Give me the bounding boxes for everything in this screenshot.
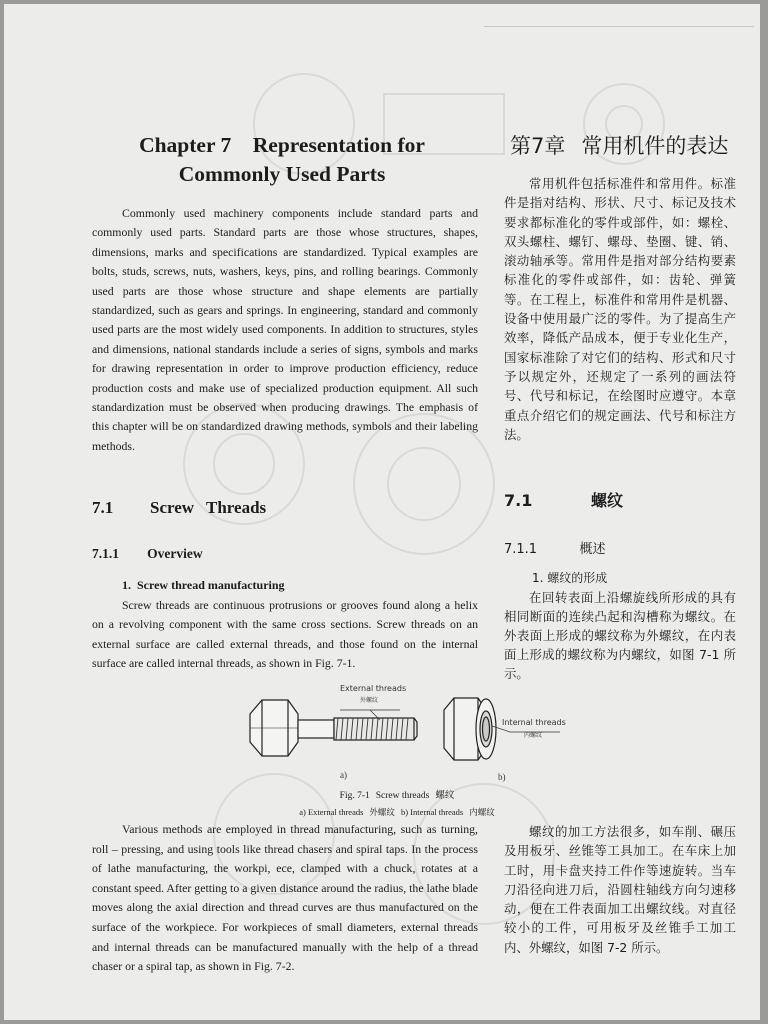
- subfigure-b-label: b): [498, 772, 506, 782]
- header-rule: [484, 26, 754, 27]
- section-heading-zh: 7.1 螺纹: [504, 491, 624, 510]
- chapter-title-en-line1: Chapter 7 Representation for: [139, 133, 425, 157]
- screw-threads-illustration: [240, 680, 560, 790]
- caption-line1: [240, 788, 560, 804]
- item-heading-en: 1. Screw thread manufacturing: [122, 578, 285, 592]
- manufacturing-paragraph-zh: 螺纹的加工方法很多，如车削、碾压及用板牙、丝锥等工具加工。在车床上加工时，用卡盘夹持工件作等速旋转。当车刀沿径向进刀后，沿圆柱轴线方向匀速移动，便在工件表面加工出螺纹线。对直径较小的工件，可用板牙及丝锥手工加工内、外螺纹，如图 7-2 所示。: [504, 824, 736, 955]
- chapter-name-zh: 常用机件的表达: [581, 134, 729, 158]
- internal-threads-label-zh: 内螺纹: [524, 732, 543, 739]
- caption-fig-number: Fig. 7-1: [339, 791, 370, 801]
- chapter-title-zh: [510, 130, 728, 160]
- threads-paragraph-en: Screw threads are continuous protrusions or grooves found along a helix on a revolving component with the same cross sections. Screw threads on an external surface are called external threads, and those found on the internal surface are called internal threads, as shown in Fig. 7-1.: [92, 598, 478, 671]
- internal-threads-label: Internal threads: [502, 718, 566, 727]
- intro-paragraph-en: Commonly used machinery components include standard parts and commonly used parts. Standard parts are those whose structures, shapes, dimensions, marks and specifications are standardized. Typical examples are bolts, studs, screws, nuts, washers, keys, pins, and rolling bearings. Commonly used parts are those whose structure and shape elements are partially standardized, such as gears and springs. In engineering, standard and commonly used parts are the most widely used components. In addition to structures, styles and dimensions, national standards include a series of signs, symbols and marks for drawing representation in order to improve production efficiency, reduce production costs and make use of specialized production equipment. All such standardization must be observed when producing drawings. The emphasis of this chapter will be on standardized drawing methods, symbols and their labeling methods.: [92, 206, 478, 453]
- external-threads-label-zh: 外螺纹: [360, 697, 379, 704]
- subfigure-a-label: a): [340, 770, 347, 780]
- caption-b-zh: 内螺纹: [469, 807, 495, 817]
- chapter-title-en-line2: Commonly Used Parts: [178, 162, 386, 186]
- manufacturing-paragraph-en: Various methods are employed in thread manufacturing, such as turning, roll – pressing, and using tools like thread chasers and spiral taps. In the process of lathe manufacturing, the workpi, ece, clamped with a chuck, rotates at a constant speed. After getting to a given distance around the radius, the lathe blade moves along the axial direction and thread curves are thus manufactured on the surface of the workpiece. For workpieces of small diameters, external threads and internal threads can be manufactured manually with the help of a thread chaser or a spiral tap, as shown in Fig. 7-2.: [92, 822, 478, 974]
- item-heading-zh: 1. 螺纹的形成: [532, 571, 608, 585]
- chapter-title-en: [86, 131, 478, 189]
- section-heading-en: 7.1 Screw Threads: [92, 498, 267, 517]
- intro-paragraph-zh: 常用机件包括标准件和常用件。标准件是指对结构、形状、尺寸、标记及技术要求都标准化的零件或部件，如：螺栓、双头螺柱、螺钉、螺母、垫圈、键、销、滚动轴承等。常用件是指对部分结构要素标准化的零件或部件，如：齿轮、弹簧等。在工程上，标准件和常用件是机器、设备中使用最广泛的零件。为了提高生产效率，降低产品成本，便于专业化生产，国家标准除了对它们的结构、形式和尺寸予以规定外，还规定了一系列的画法符号、代号和标记，在绘图时应遵守。本章重点介绍它们的规定画法、代号和标注方法。: [504, 176, 736, 442]
- bolt-shank: [298, 720, 334, 738]
- caption-b-en: b) Internal threads: [400, 807, 464, 817]
- subsection-heading-en: 7.1.1 Overview: [92, 546, 203, 561]
- external-threads-label: External threads: [340, 684, 407, 693]
- caption-title-en: Screw threads: [375, 791, 430, 801]
- caption-a-en: a) External threads: [299, 807, 364, 817]
- chapter-number-zh: 第7章: [510, 134, 566, 158]
- book-page: [4, 4, 760, 1020]
- subsection-heading-zh: 7.1.1 概述: [504, 542, 606, 557]
- nut-shape: [444, 698, 496, 760]
- threads-paragraph-zh: 在回转表面上沿螺旋线所形成的具有相同断面的连续凸起和沟槽称为螺纹。在外表面上形成的螺纹称为外螺纹，在内表面上形成的螺纹称为内螺纹，如图 7-1 所示。: [504, 590, 736, 681]
- figure-caption: [240, 788, 560, 820]
- caption-a-zh: 外螺纹: [369, 807, 395, 817]
- caption-line2: [240, 804, 560, 820]
- caption-title-zh: 螺纹: [435, 791, 455, 801]
